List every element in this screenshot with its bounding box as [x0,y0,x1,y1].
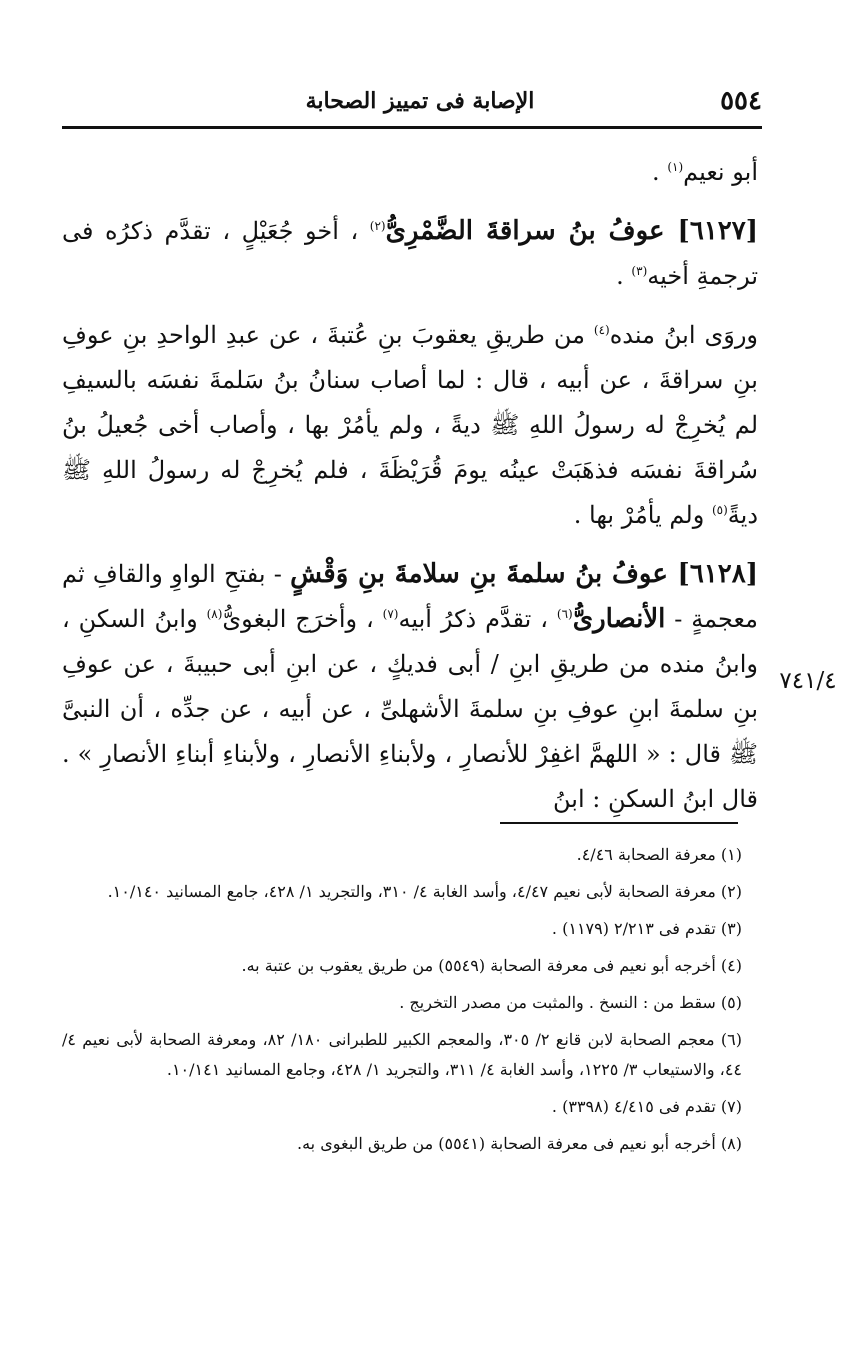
paragraph-text: أبو نعيم [683,158,758,186]
paragraph-text: ، أخو جُعَيْلٍ ، تقدَّم ذكرُه فى ترجمةِ أخيه [62,217,758,290]
footnote: (٣) تقدم فى ٢/٢١٣ (١١٧٩) . [551,919,742,938]
footnote-marker: (٨) [206,607,223,621]
footnote-marker: (٢) [369,219,386,233]
entry-nisba: الأنصارىُّ [572,604,666,634]
footnote-marker: (١) [667,160,684,174]
paragraph-text: وابنُ السكنِ ، وابنُ منده من طريقِ ابنِ / أبى فديكٍ ، عن ابنِ أبى حبيبةَ ، عن عوفِ بنِ سلمةَ ابنِ عوفِ بنِ سلمةَ الأشهلىِّ ، عن أبيه ، عن جدِّه ، أن النبىَّ ﷺ قال : « اللهمَّ اغفِرْ للأنصارِ ، ولأبناءِ الأنصارِ ، ولأبناءِ أبناءِ الأنصارِ » . قال ابنُ السكنِ : ابنُ [62,605,758,813]
margin-reference: ٧٤١/٤ [779,668,837,694]
footnote-marker: (٦) [556,607,573,621]
paragraph-text: - بفتحِ الواوِ والقافِ ثم معجمةٍ - [62,560,758,633]
footnote: (٤) أخرجه أبو نعيم فى معرفة الصحابة (٥٥٤٩) من طريق يعقوب بن عتبة به. [241,956,742,975]
entry-heading: [٦١٢٨] عوفُ بنُ سلمةَ بنِ سلامةَ بنِ وَقْشٍ [290,559,759,589]
body-text [62,150,758,836]
paragraph-text: ، تقدَّم ذكرُ أبيه [398,605,557,633]
paragraph-text: ، وأخرَج البغوىُّ [222,605,383,633]
footnote-rule [500,822,738,824]
footnote-marker: (٤) [593,323,610,337]
paragraph-text: من طريقِ يعقوبَ بنِ عُتبةَ ، عن عبدِ الواحدِ بنِ عوفِ بنِ سراقةَ ، عن أبيه ، قال : لما أصاب سنانُ بنُ سَلمةَ نفسَه بالسيفِ لم يُخرِجْ له رسولُ اللهِ ﷺ ديةً ، ولم يأمُرْ بها ، وأصاب أخى جُعيلُ بنُ سُراقةَ نفسَه فذهَبَتْ عينُه يومَ قُرَيْظَةَ ، فلم يُخرِجْ له رسولُ اللهِ ﷺ ديةً [62,321,758,529]
header-rule [62,126,762,129]
footnote-marker: (٣) [631,264,648,278]
running-title: الإصابة فى تمييز الصحابة [305,88,535,114]
footnotes [62,840,742,1166]
entry-6128 [62,552,758,822]
paragraph-text: . [616,262,632,290]
footnote: (٢) معرفة الصحابة لأبى نعيم ٤/٤٧، وأسد الغابة ٤/ ٣١٠، والتجريد ١/ ٤٢٨، جامع المسانيد ١٠/١٤٠. [107,882,742,901]
entry-6127 [62,209,758,299]
paragraph-text: . [652,158,668,186]
footnote: (٥) سقط من : النسخ . والمثبت من مصدر التخريج . [399,993,742,1012]
footnote: (٧) تقدم فى ٤/٤١٥ (٣٣٩٨) . [551,1097,742,1116]
paragraph-abu-nuaym [62,150,758,195]
page-number: ٥٥٤ [720,86,762,116]
footnote-marker: (٧) [382,607,399,621]
entry-heading: [٦١٢٧] عوفُ بنُ سراقةَ الضَّمْرِىُّ [385,216,759,246]
paragraph-text: ولم يأمُرْ بها . [573,501,712,529]
paragraph-text: وروَى ابنُ منده [609,321,758,349]
footnote: (٦) معجم الصحابة لابن قانع ٢/ ٣٠٥، والمعجم الكبير للطبرانى ١٨٠/ ٨٢، ومعرفة الصحابة لأبى نعيم ٤/ ٤٤، والاستيعاب ٣/ ١٢٢٥، وأسد الغابة ٤/ ٣١١، والتجريد ١/ ٤٢٨، وجامع المسانيد ١٠/١٤١. [62,1030,742,1079]
footnote-marker: (٥) [711,503,728,517]
footnote: (١) معرفة الصحابة ٤/٤٦. [576,845,742,864]
paragraph-ibn-manda [62,313,758,538]
footnote: (٨) أخرجه أبو نعيم فى معرفة الصحابة (٥٥٤١) من طريق البغوى به. [297,1134,742,1153]
